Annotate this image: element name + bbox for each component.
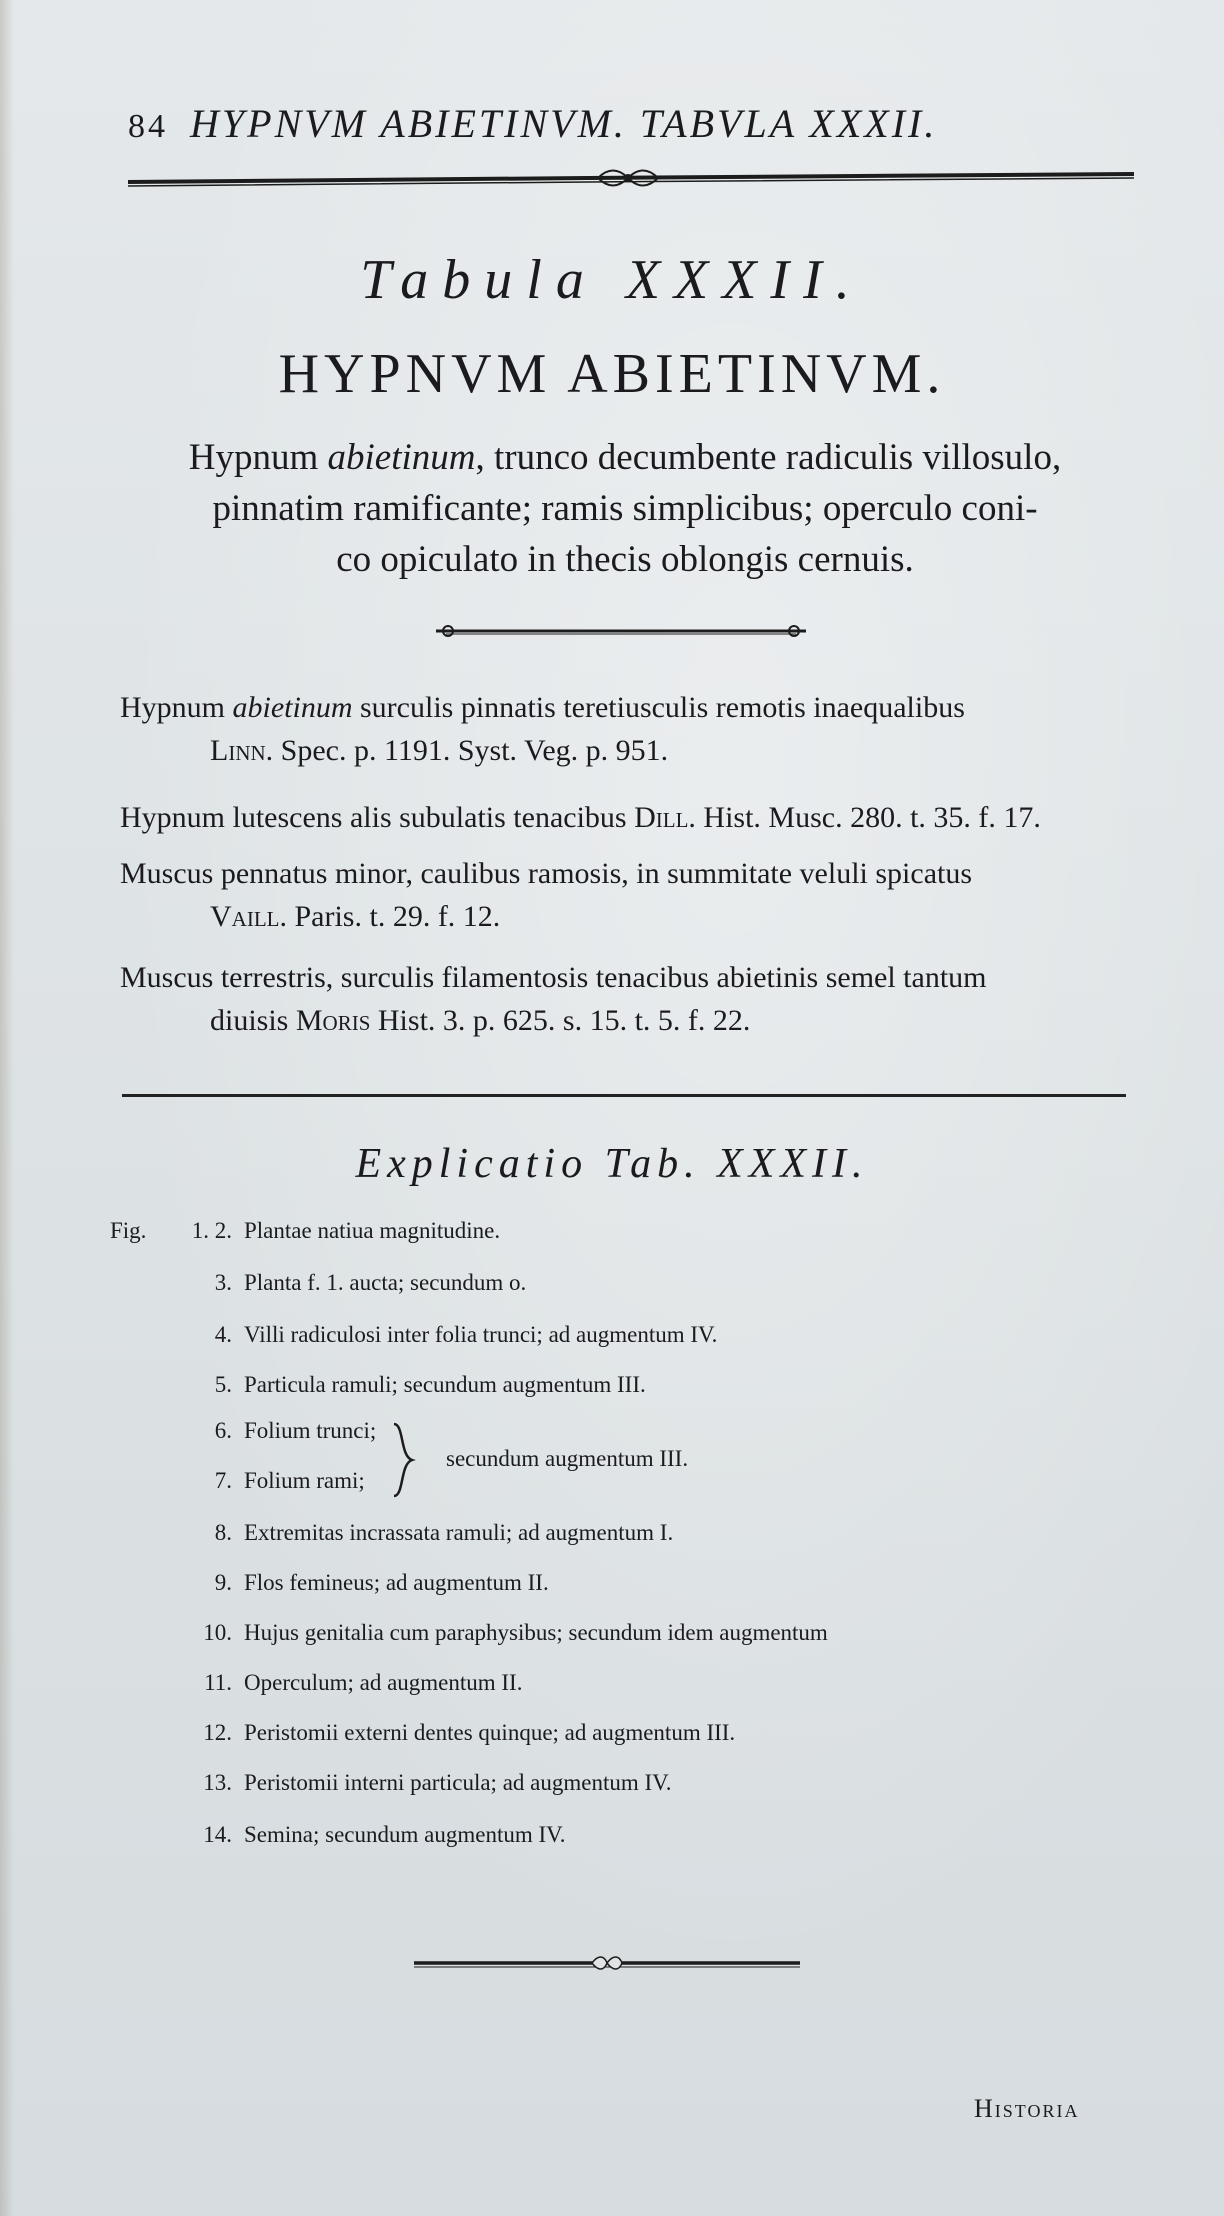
figure-number: 14. (203, 1822, 232, 1847)
figure-number: 7. (214, 1468, 232, 1493)
figure-item (110, 1570, 549, 1596)
section-divider (122, 1094, 1126, 1097)
plate-title: Tabula XXXII. (360, 249, 864, 311)
figure-number: 10. (203, 1620, 232, 1645)
species-diagnosis (120, 432, 1130, 585)
diagnosis-line: pinnatim ramificante; ramis simplicibus; operculo coni- (212, 488, 1038, 529)
figure-item (110, 1670, 522, 1696)
synonym-text: diuisis (210, 1004, 296, 1037)
synonym-text: Hypnum (120, 691, 233, 724)
fig-label: Fig. (110, 1218, 147, 1243)
page-number: 84 (128, 108, 168, 145)
synonym-entry (120, 686, 1130, 772)
catchword: Historia (974, 2094, 1080, 2123)
figure-item (110, 1270, 526, 1296)
figure-item (110, 1322, 717, 1348)
synonym-text: Hypnum lutescens alis subulatis tenacibus (120, 801, 635, 834)
explicatio-title: Explicatio Tab. XXXII. (355, 1141, 869, 1187)
synonym-text: Muscus terrestris, surculis filamentosis tenacibus abietinis semel tantum (120, 961, 987, 994)
synonym-citation: Paris. t. 29. f. 12. (286, 900, 501, 933)
figure-item (110, 1218, 500, 1244)
synonym-entry (120, 956, 1130, 1042)
figure-item (110, 1822, 566, 1848)
author-abbrev: Linn. (210, 734, 274, 767)
author-abbrev: Dill. (634, 801, 696, 834)
figure-item (110, 1468, 365, 1494)
figure-caption: Extremitas incrassata ramuli; ad augmentum I. (244, 1520, 674, 1545)
diagnosis-epithet: abietinum (327, 437, 476, 478)
figure-caption: Villi radiculosi inter folia trunci; ad augmentum IV. (244, 1322, 718, 1347)
figure-item (110, 1418, 376, 1444)
author-abbrev: Vaill. (210, 900, 287, 933)
figure-caption: Hujus genitalia cum paraphysibus; secundum idem augmentum (244, 1620, 828, 1645)
figure-caption: Particula ramuli; secundum augmentum III. (244, 1372, 646, 1397)
right-brace (390, 1420, 416, 1500)
synonym-epithet: abietinum (232, 691, 353, 724)
synonym-entry (120, 796, 1130, 839)
middle-ornament (436, 620, 806, 642)
figure-number: 5. (214, 1372, 232, 1397)
figure-caption: Operculum; ad augmentum II. (244, 1670, 523, 1695)
figure-caption: Folium trunci; (244, 1418, 377, 1443)
figure-caption: Folium rami; (244, 1468, 365, 1493)
diagnosis-line: co opiculato in thecis oblongis cernuis. (336, 539, 914, 580)
brace-caption: secundum augmentum III. (446, 1446, 689, 1471)
figure-number: 11. (204, 1670, 232, 1695)
figure-item (110, 1770, 672, 1796)
synonym-entry (120, 852, 1130, 938)
figure-number: 13. (203, 1770, 232, 1795)
figure-number: 6. (214, 1418, 232, 1443)
synonym-text: Muscus pennatus minor, caulibus ramosis, in summitate veluli spicatus (120, 857, 973, 890)
figure-caption: Plantae natiua magnitudine. (244, 1218, 501, 1243)
figure-item (110, 1372, 646, 1398)
diagnosis-text: Hypnum (188, 437, 328, 478)
figure-item (110, 1620, 828, 1646)
figure-caption: Peristomii interni particula; ad augmentum IV. (244, 1770, 672, 1795)
figure-number: 8. (214, 1520, 232, 1545)
author-abbrev: Moris (295, 1004, 371, 1037)
bottom-ornamental-rule (414, 1952, 800, 1974)
figure-caption: Semina; secundum augmentum IV. (244, 1822, 566, 1847)
figure-number: 9. (214, 1570, 232, 1595)
figure-caption: Peristomii externi dentes quinque; ad augmentum III. (244, 1720, 736, 1745)
diagnosis-text: , trunco decumbente radiculis villosulo, (475, 437, 1062, 478)
figure-number: 1. 2. (191, 1218, 232, 1243)
synonym-citation: Hist. 3. p. 625. s. 15. t. 5. f. 22. (370, 1004, 751, 1037)
running-head (128, 100, 937, 147)
running-title: HYPNVM ABIETINVM. TABVLA XXXII. (190, 101, 938, 146)
figure-number: 12. (203, 1720, 232, 1745)
figure-number: 4. (214, 1322, 232, 1347)
synonym-citation: Spec. p. 1191. Syst. Veg. p. 951. (273, 734, 669, 767)
figure-caption: Planta f. 1. aucta; secundum o. (244, 1270, 527, 1295)
figure-number: 3. (214, 1270, 232, 1295)
species-title: HYPNVM ABIETINVM. (278, 343, 946, 405)
top-ornamental-rule (128, 166, 1134, 190)
figure-item (110, 1520, 673, 1546)
synonym-citation: Hist. Musc. 280. t. 35. f. 17. (695, 801, 1041, 834)
figure-caption: Flos femineus; ad augmentum II. (244, 1570, 549, 1595)
synonym-text: surculis pinnatis teretiusculis remotis inaequalibus (352, 691, 965, 724)
figure-item (110, 1720, 735, 1746)
